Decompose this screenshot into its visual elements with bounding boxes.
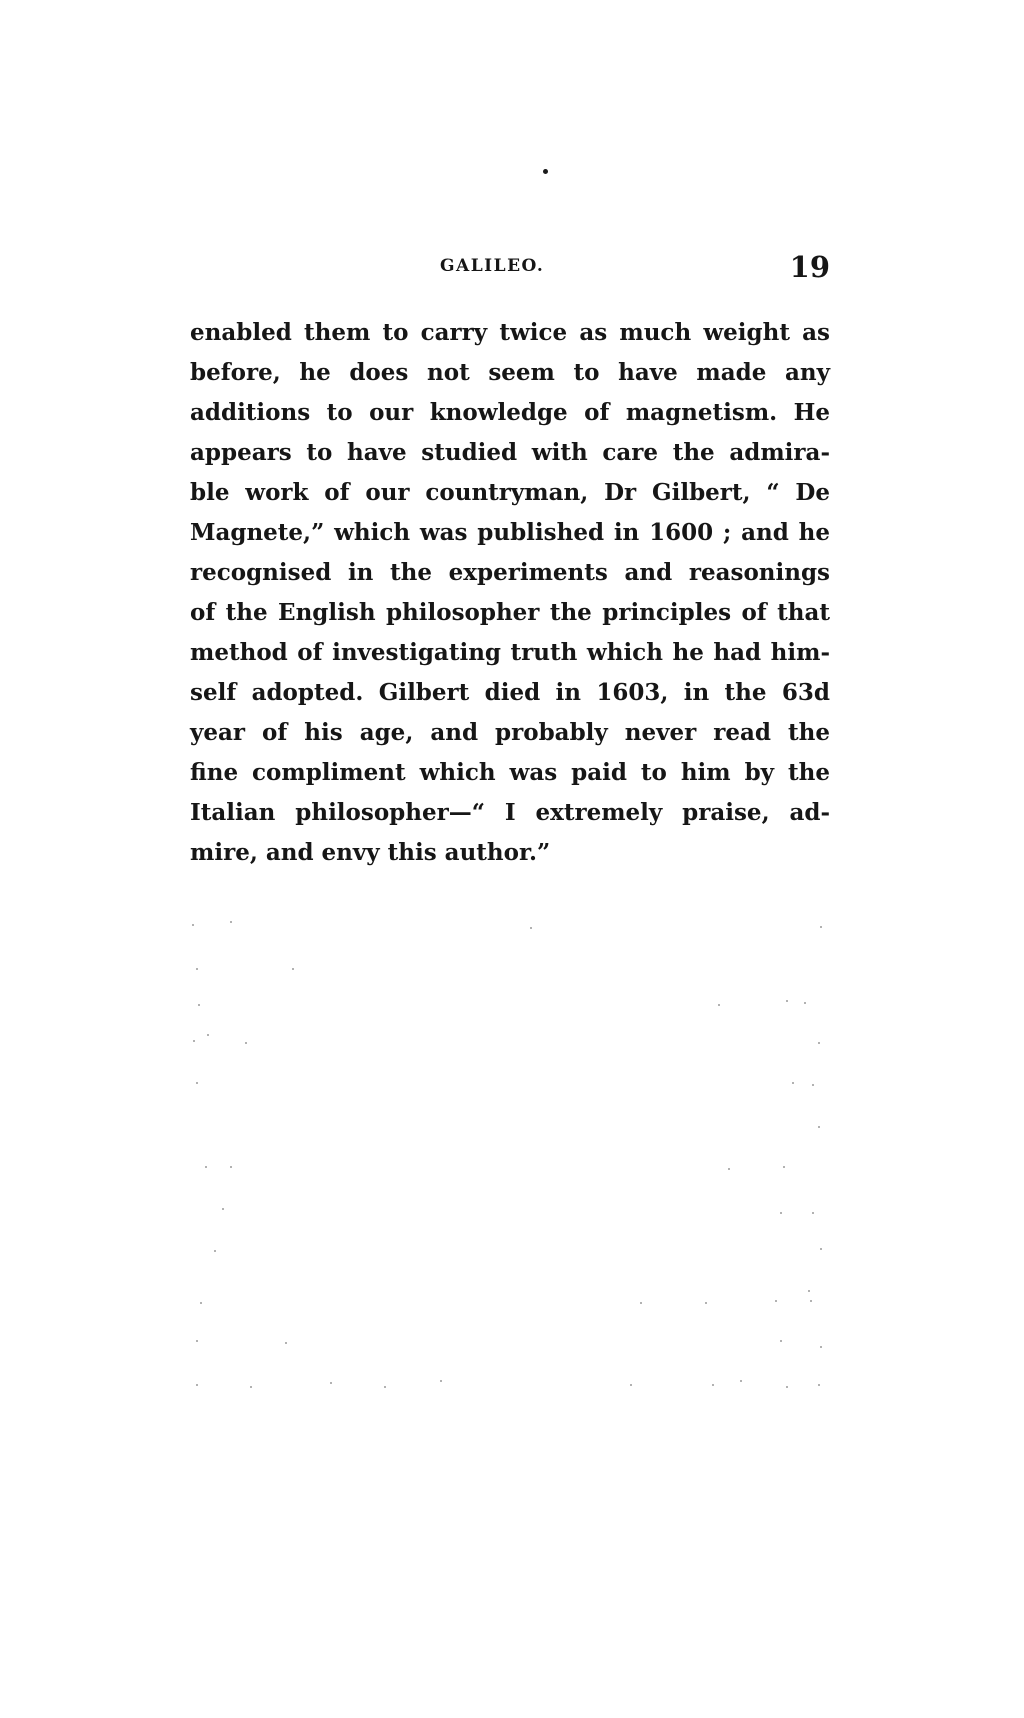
text-line: Italian philosopher—“ I extremely praise, ad- <box>190 799 830 826</box>
text-line: ble work of our countryman, Dr Gilbert, “ De <box>190 479 830 506</box>
text-line: enabled them to carry twice as much weight as <box>190 319 830 346</box>
text-line: recognised in the experiments and reasonings <box>190 559 830 586</box>
text-line: additions to our knowledge of magnetism. He <box>190 399 830 426</box>
body-paragraph <box>190 313 830 873</box>
page-number: 19 <box>789 250 830 284</box>
text-line: fine compliment which was paid to him by the <box>190 759 830 786</box>
running-head <box>190 250 830 290</box>
text-line: of the English philosopher the principles of that <box>190 599 830 626</box>
text-line: Magnete,” which was published in 1600 ; and he <box>190 519 830 546</box>
text-line: method of investigating truth which he had him- <box>190 639 830 666</box>
text-line: self adopted. Gilbert died in 1603, in the 63d <box>190 679 830 706</box>
text-line: before, he does not seem to have made any <box>190 359 830 386</box>
text-line: mire, and envy this author.” <box>190 839 551 866</box>
printer-mark <box>543 169 548 174</box>
running-title: GALILEO. <box>440 256 545 276</box>
text-line: appears to have studied with care the admira- <box>190 439 830 466</box>
text-line: year of his age, and probably never read the <box>190 719 830 746</box>
